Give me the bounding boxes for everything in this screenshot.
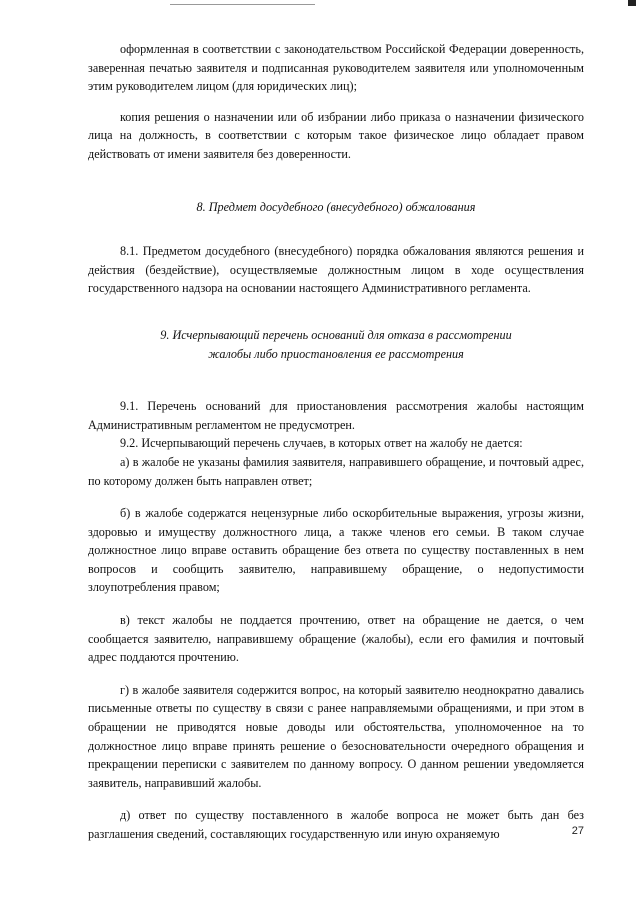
section-heading-8: 8. Предмет досудебного (внесудебного) обжалования (196, 199, 476, 214)
list-item-e: д) ответ по существу поставленного в жалобе вопроса не может быть дан без разглашения сведений, составляющих государственную или иную охраняемую (88, 808, 584, 841)
corner-mark (628, 0, 636, 6)
list-item-d: г) в жалобе заявителя содержится вопрос, на который заявителю неоднократно давались письменные ответы по существу в связи с ранее направляемыми обращениями, и при этом в обращении не приводятся новые доводы или обстоятельства, уполномоченное на то должностное лицо вправе принять решение о безосновательности очередного обращения и прекращении переписки с заявителем по данному вопросу. О данном решении уведомляется заявитель, направивший жалобы. (88, 682, 584, 790)
page-number: 27 (571, 825, 584, 837)
top-rule (170, 4, 315, 5)
paragraph-appointment-copy: копия решения о назначении или об избрании либо приказа о назначении физического лица на должность, в соответствии с которым такое физическое лицо обладает правом действовать от имени заявителя без доверенности. (88, 109, 584, 161)
section-heading-9-line-1: 9. Исчерпывающий перечень оснований для отказа в рассмотрении (160, 327, 512, 342)
list-item-c: в) текст жалобы не поддается прочтению, ответ на обращение не дается, о чем сообщается заявителю, направившему обращение (жалобы), если его фамилия и почтовый адрес поддаются прочтению. (88, 613, 584, 665)
document-body (88, 40, 584, 844)
paragraph-8-1: 8.1. Предметом досудебного (внесудебного) порядка обжалования являются решения и действия (бездействие), осуществляемые должностным лицом в ходе осуществления государственного надзора на основании настоящего Административного регламента. (88, 244, 584, 296)
section-heading-9 (88, 326, 584, 363)
list-item-a: а) в жалобе не указаны фамилия заявителя, направившего обращение, и почтовый адрес, по которому должен быть направлен ответ; (88, 454, 584, 488)
section-heading-9-line-2: жалобы либо приостановления ее рассмотрения (208, 346, 464, 361)
paragraph-power-of-attorney: оформленная в соответствии с законодательством Российской Федерации доверенность, заверенная печатью заявителя и подписанная руководителем заявителя или уполномоченным этим руководителем лицом (для юридических лиц); (88, 42, 584, 94)
list-item-b: б) в жалобе содержатся нецензурные либо оскорбительные выражения, угрозы жизни, здоровью и имуществу должностного лица, а также членов его семьи. В таком случае должностное лицо вправе оставить обращение без ответа по существу поставленных в нем вопросов и сообщить заявителю, направившему обращение, о недопустимости злоупотребления правом; (88, 506, 584, 595)
paragraph-9-2: 9.2. Исчерпывающий перечень случаев, в которых ответ на жалобу не дается: (120, 436, 523, 451)
paragraph-9-1: 9.1. Перечень оснований для приостановления рассмотрения жалобы настоящим Административным регламентом не предусмотрен. (88, 399, 584, 432)
